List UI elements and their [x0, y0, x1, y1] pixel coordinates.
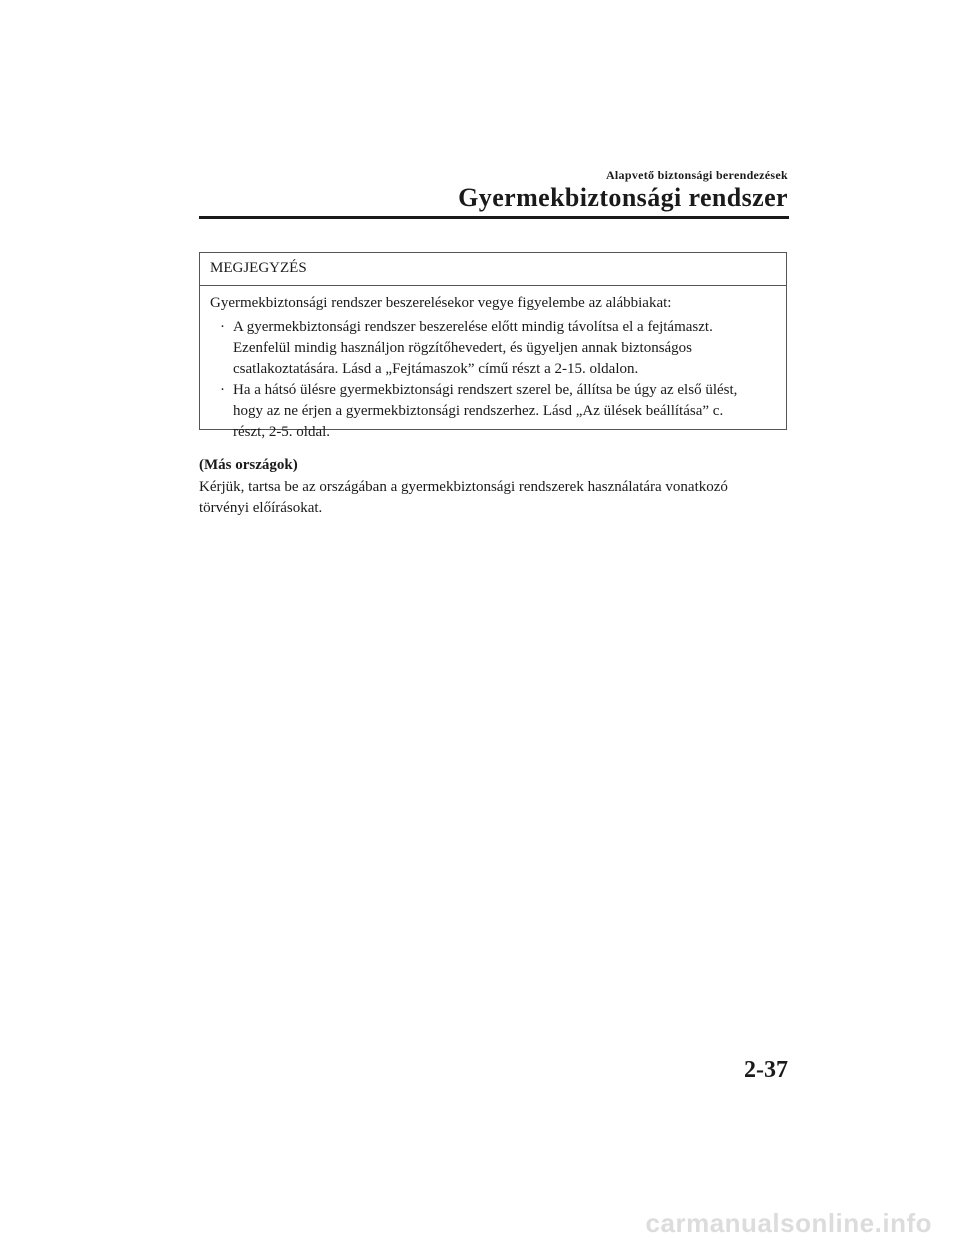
bullet-text-line: hogy az ne érjen a gyermekbiztonsági rendszerhez. Lásd „Az ülések beállítása” c.: [233, 403, 724, 419]
bullet-text-line: csatlakoztatására. Lásd a „Fejtámaszok” című részt a 2-15. oldalon.: [233, 361, 639, 377]
bullet-text-line: Ha a hátsó ülésre gyermekbiztonsági rendszert szerel be, állítsa be úgy az első ülést,: [233, 382, 738, 398]
header-divider: [199, 216, 789, 219]
paragraph-line: Kérjük, tartsa be az országában a gyermekbiztonsági rendszerek használatára vonatkozó: [199, 479, 728, 495]
note-intro: Gyermekbiztonsági rendszer beszerelésekor vegye figyelembe az alábbiakat:: [210, 295, 672, 311]
section-heading: (Más országok): [199, 457, 298, 473]
bullet-dot-icon: ·: [220, 319, 225, 335]
note-bullet-item: [220, 380, 776, 443]
bullet-text-line: részt, 2-5. oldal.: [233, 424, 331, 440]
watermark: carmanualsonline.info: [645, 1208, 932, 1238]
page-number: 2-37: [744, 1057, 788, 1083]
section-paragraph: [199, 477, 728, 519]
bullet-dot-icon: ·: [220, 382, 225, 398]
bullet-text-line: Ezenfelül mindig használjon rögzítőhevedert, és ügyeljen annak biztonságos: [233, 340, 693, 356]
note-body: [200, 286, 786, 443]
note-box: [199, 252, 787, 440]
bullet-text-line: A gyermekbiztonsági rendszer beszerelése előtt mindig távolítsa el a fejtámaszt.: [233, 319, 713, 335]
note-bullet-list: [210, 317, 776, 443]
paragraph-line: törvényi előírásokat.: [199, 500, 323, 516]
page-title: Gyermekbiztonsági rendszer: [458, 183, 788, 212]
section-subtitle: Alapvető biztonsági berendezések: [605, 168, 788, 182]
note-heading: MEGJEGYZÉS: [200, 253, 786, 286]
note-bullet-item: [220, 317, 776, 380]
